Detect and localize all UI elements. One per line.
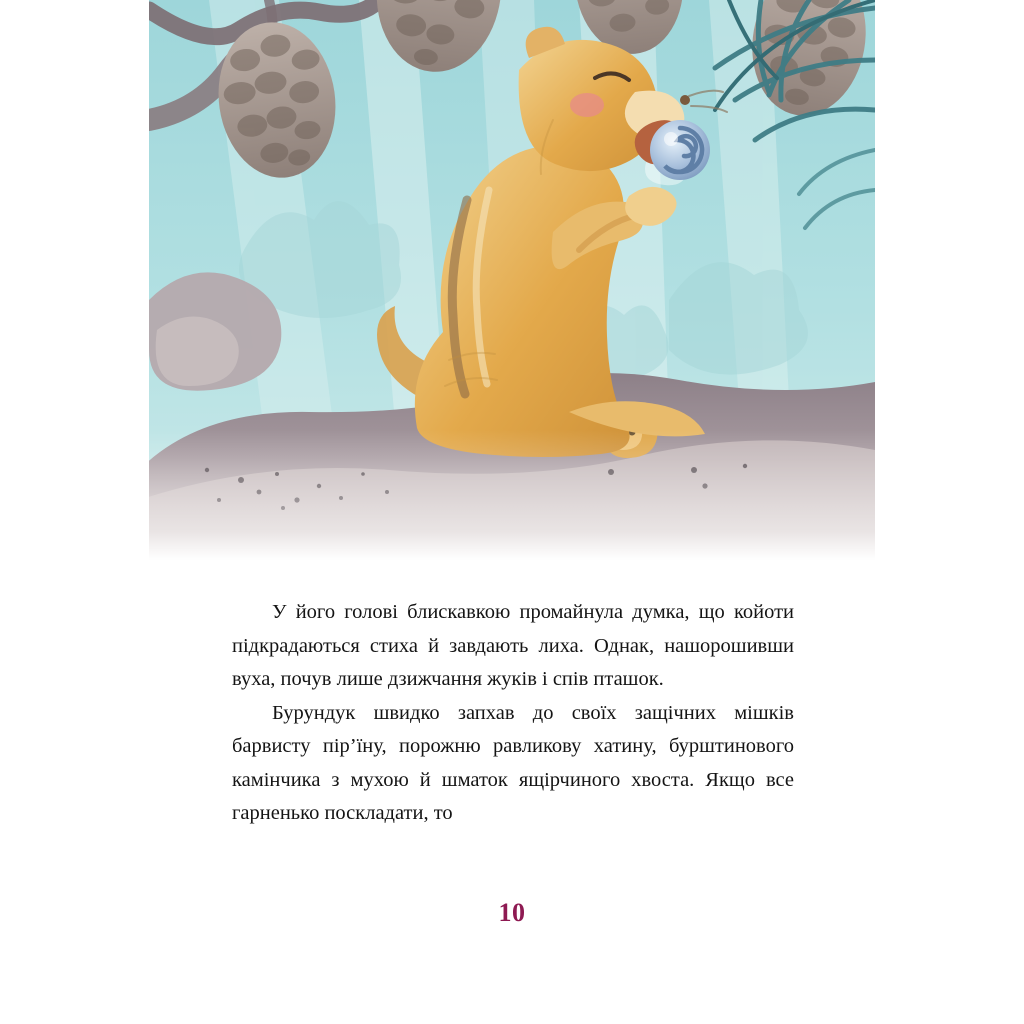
- paragraph-2: Бурундук швидко запхав до своїх защічних мішків барвисту пір’їну, порожню равликову хатину, бурштинового камінчика з мухою й шматок ящірчиного хвоста. Якщо все гарненько поскладати, то: [232, 701, 794, 824]
- paragraph-1: У його голові блискавкою промайнула думка, що койоти підкрадаються стиха й завдають лиха. Однак, нашорошивши вуха, почув лише дзижчання жуків і спів пташок.: [232, 601, 794, 690]
- illustration-bottom-fade: [149, 430, 875, 560]
- body-text: [232, 596, 794, 831]
- illustration-artwork: [149, 0, 875, 560]
- chipmunk-with-snail-shell-illustration: [149, 0, 875, 560]
- page-number: 10: [498, 898, 526, 927]
- snail-shell: [650, 120, 710, 180]
